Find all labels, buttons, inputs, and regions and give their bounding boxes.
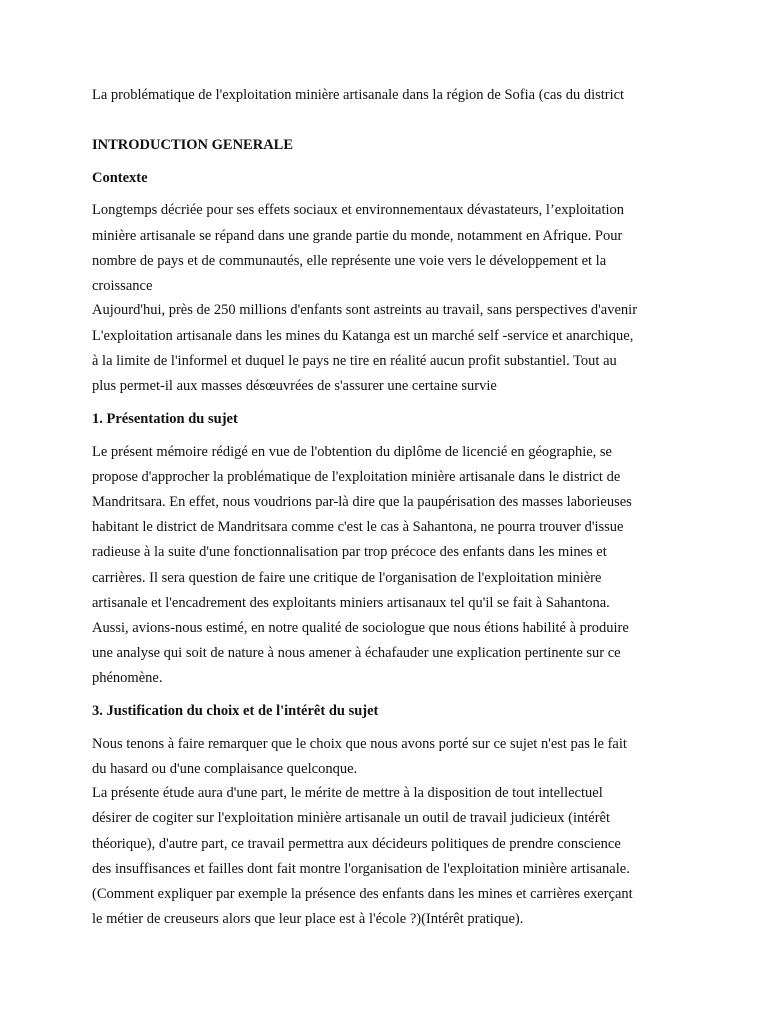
document-title-line: La problématique de l'exploitation minière artisanale dans la région de Sofia (cas du district: [92, 87, 625, 103]
presentation-line: phénomène.: [92, 670, 163, 686]
presentation-line: carrières. Il sera question de faire une critique de l'organisation de l'exploitation minière: [92, 570, 602, 586]
contexte-line: minière artisanale se répand dans une grande partie du monde, notamment en Afrique. Pour: [92, 228, 623, 244]
justification-line: Nous tenons à faire remarquer que le choix que nous avons porté sur ce sujet n'est pas le fait: [92, 736, 627, 752]
justification-line: désirer de cogiter sur l'exploitation minière artisanale un outil de travail judicieux (intérêt: [92, 810, 610, 826]
contexte-line: L'exploitation artisanale dans les mines du Katanga est un marché self -service et anarchique,: [92, 328, 634, 344]
contexte-line: Aujourd'hui, près de 250 millions d'enfants sont astreints au travail, sans perspectives d'avenir: [92, 302, 638, 318]
justification-line: le métier de creuseurs alors que leur place est à l'école ?)(Intérêt pratique).: [92, 911, 524, 927]
contexte-line: à la limite de l'informel et duquel le pays ne tire en réalité aucun profit substantiel. Tout au: [92, 353, 617, 369]
heading-contexte: Contexte: [92, 170, 148, 186]
presentation-line: une analyse qui soit de nature à nous amener à échafauder une explication pertinente sur ce: [92, 645, 621, 661]
presentation-line: artisanale et l'encadrement des exploitants miniers artisanaux tel qu'il se fait à Sahantona.: [92, 595, 610, 611]
presentation-line: radieuse à la suite d'une fonctionnalisation par trop précoce des enfants dans les mines et: [92, 544, 607, 560]
justification-line: La présente étude aura d'une part, le mérite de mettre à la disposition de tout intellectuel: [92, 785, 603, 801]
heading-presentation-du-sujet: 1. Présentation du sujet: [92, 411, 238, 427]
presentation-line: Mandritsara. En effet, nous voudrions par-là dire que la paupérisation des masses laborieuses: [92, 494, 632, 510]
presentation-line: Aussi, avions-nous estimé, en notre qualité de sociologue que nous étions habilité à produire: [92, 620, 629, 636]
contexte-line: Longtemps décriée pour ses effets sociaux et environnementaux dévastateurs, l’exploitation: [92, 202, 625, 218]
presentation-line: propose d'approcher la problématique de l'exploitation minière artisanale dans le district de: [92, 469, 621, 485]
heading-justification-du-choix: 3. Justification du choix et de l'intérêt du sujet: [92, 703, 379, 719]
presentation-line: Le présent mémoire rédigé en vue de l'obtention du diplôme de licencié en géographie, se: [92, 444, 612, 460]
justification-line: théorique), d'autre part, ce travail permettra aux décideurs politiques de prendre conscience: [92, 836, 621, 852]
justification-line: du hasard ou d'une complaisance quelconque.: [92, 761, 358, 777]
justification-line: (Comment expliquer par exemple la présence des enfants dans les mines et carrières exerçant: [92, 886, 633, 902]
contexte-line: plus permet-il aux masses désœuvrées de s'assurer une certaine survie: [92, 378, 497, 394]
presentation-line: habitant le district de Mandritsara comme c'est le cas à Sahantona, ne pourra trouver d'issue: [92, 519, 624, 535]
contexte-line: croissance: [92, 278, 153, 294]
justification-line: des insuffisances et failles dont fait montre l'organisation de l'exploitation minière artisanale.: [92, 861, 630, 877]
heading-introduction-generale: INTRODUCTION GENERALE: [92, 137, 294, 153]
contexte-line: nombre de pays et de communautés, elle représente une voie vers le développement et la: [92, 253, 607, 269]
